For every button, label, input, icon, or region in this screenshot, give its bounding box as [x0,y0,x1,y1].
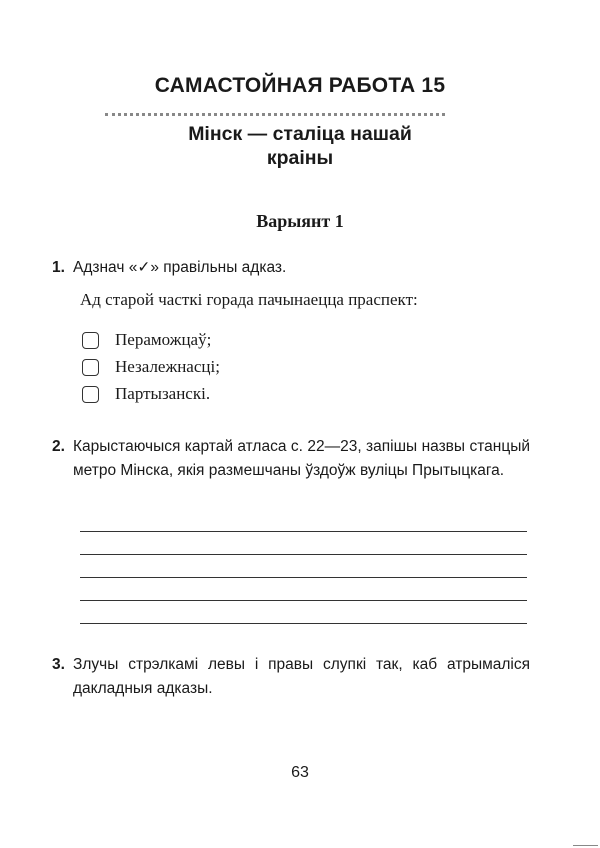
answer-option[interactable] [82,356,220,378]
option-label: Партызанскі. [115,384,211,403]
checkbox[interactable] [82,332,99,349]
question-3 [52,653,530,701]
title-divider [105,113,445,116]
checkbox[interactable] [82,359,99,376]
answer-option[interactable] [82,383,210,405]
answer-line[interactable] [80,623,527,624]
variant-heading: Варыянт 1 [256,211,344,231]
page-number: 63 [291,764,309,781]
question-1-prompt: Ад старой часткі горада пачынаецца праспект: [80,290,418,309]
question-number: 2. [52,438,65,455]
question-text: Карыстаючыся картай атласа с. 22—23, запішы назвы станцый метро Мінска, якія размешчаны ўздоўж вуліцы Прытыцкага. [73,438,530,479]
question-text: Злучы стрэлкамі левы і правы слупкі так, каб атрымаліся дакладныя адказы. [73,656,530,697]
checkbox[interactable] [82,386,99,403]
topic-title-line-1: Мінск — сталіца нашай [188,123,412,145]
option-label: Незалежнасці; [115,357,220,376]
question-2 [52,435,530,483]
page-edge-mark [573,845,598,846]
option-label: Пераможцаў; [115,330,212,349]
answer-option[interactable] [82,329,211,351]
answer-line[interactable] [80,531,527,532]
answer-line[interactable] [80,554,527,555]
topic-title [0,122,600,170]
answer-line[interactable] [80,600,527,601]
answer-line[interactable] [80,577,527,578]
question-number: 1. [52,259,65,276]
topic-title-line-2: краіны [266,147,334,169]
worksheet-title: САМАСТОЙНАЯ РАБОТА 15 [154,74,446,97]
question-text: Адзнач «✓» правільны адказ. [73,259,287,276]
question-number: 3. [52,656,65,673]
question-1 [52,256,530,280]
